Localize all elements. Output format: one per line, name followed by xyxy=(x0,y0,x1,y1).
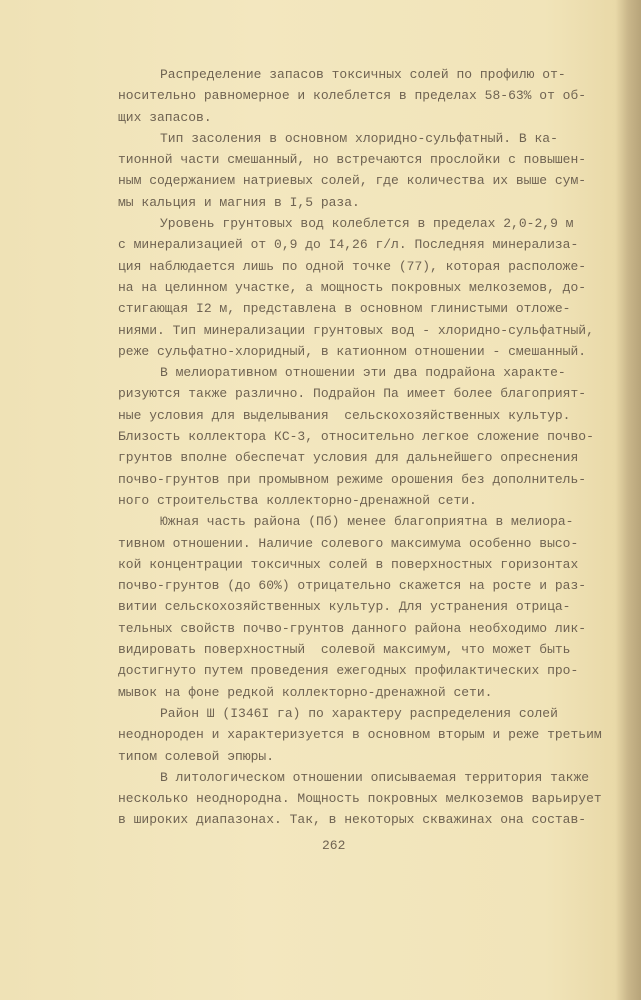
text-line: ризуются также различно. Подрайон Па имеет более благоприят- xyxy=(118,386,587,402)
text-line: грунтов вполне обеспечат условия для дальнейшего опреснения xyxy=(118,450,579,466)
text-line: ным содержанием натриевых солей, где количества их выше сум- xyxy=(118,173,587,189)
text-line: достигнуто путем проведения ежегодных профилактических про- xyxy=(118,663,579,679)
text-line: В мелиоративном отношении эти два подрайона характе- xyxy=(160,365,566,381)
text-line: витии сельскохозяйственных культур. Для устранения отрица- xyxy=(118,599,571,615)
text-line: тельных свойств почво-грунтов данного района необходимо лик- xyxy=(118,620,587,636)
text-line: типом солевой эпюры. xyxy=(118,748,275,764)
text-line: тивном отношении. Наличие солевого максимума особенно высо- xyxy=(118,535,579,551)
text-line: несколько неоднородна. Мощность покровных мелкоземов варьирует xyxy=(118,791,602,807)
text-line: почво-грунтов (до 60%) отрицательно скажется на росте и раз- xyxy=(118,578,587,594)
paragraph xyxy=(118,511,618,703)
text-line: тионной части смешанный, но встречаются прослойки с повышен- xyxy=(118,152,587,168)
text-line: реже сульфатно-хлоридный, в катионном отношении - смешанный. xyxy=(118,343,587,359)
text-line: ниями. Тип минерализации грунтовых вод - хлоридно-сульфатный, xyxy=(118,322,594,338)
text-line: на на целинном участке, а мощность покровных мелкоземов, до- xyxy=(118,279,587,295)
text-line: ного строительства коллекторно-дренажной сети. xyxy=(118,492,477,508)
text-line: носительно равномерное и колеблется в пределах 58-63% от об- xyxy=(118,88,587,104)
text-line: с минерализацией от 0,9 до I4,26 г/л. Последняя минерализа- xyxy=(118,237,579,253)
text-line: ция наблюдается лишь по одной точке (77), которая расположе- xyxy=(118,258,587,274)
text-line: Уровень грунтовых вод колеблется в пределах 2,0-2,9 м xyxy=(160,216,574,232)
text-line: Распределение запасов токсичных солей по профилю от- xyxy=(160,67,566,82)
body-text xyxy=(118,64,618,831)
text-line: мы кальция и магния в I,5 раза. xyxy=(118,194,360,210)
text-line: Южная часть района (Пб) менее благоприятна в мелиора- xyxy=(160,514,574,530)
paragraph xyxy=(118,767,618,831)
page-number: 262 xyxy=(322,838,346,853)
text-line: почво-грунтов при промывном режиме орошения без дополнитель- xyxy=(118,471,587,487)
paragraph xyxy=(118,213,618,362)
text-line: В литологическом отношении описываемая территория также xyxy=(160,769,590,785)
text-line: стигающая I2 м, представлена в основном глинистыми отложе- xyxy=(118,301,571,317)
text-line: щих запасов. xyxy=(118,109,212,125)
paragraph xyxy=(118,362,618,511)
text-line: мывок на фоне редкой коллекторно-дренажной сети. xyxy=(118,684,493,700)
text-line: видировать поверхностный солевой максимум, что может быть xyxy=(118,642,571,658)
paragraph xyxy=(118,128,618,213)
text-line: Тип засоления в основном хлоридно-сульфатный. В ка- xyxy=(160,130,558,146)
text-line: Район Ш (I346I га) по характеру распределения солей xyxy=(160,705,558,721)
text-line: Близость коллектора КС-3, относительно легкое сложение почво- xyxy=(118,429,594,445)
text-line: неоднороден и характеризуется в основном вторым и реже третьим xyxy=(118,727,602,743)
paragraph xyxy=(118,64,618,128)
text-line: кой концентрации токсичных солей в поверхностных горизонтах xyxy=(118,556,579,572)
paragraph xyxy=(118,703,618,767)
text-line: в широких диапазонах. Так, в некоторых скважинах она состав- xyxy=(118,812,587,828)
text-line: ные условия для выделывания сельскохозяйственных культур. xyxy=(118,407,571,423)
